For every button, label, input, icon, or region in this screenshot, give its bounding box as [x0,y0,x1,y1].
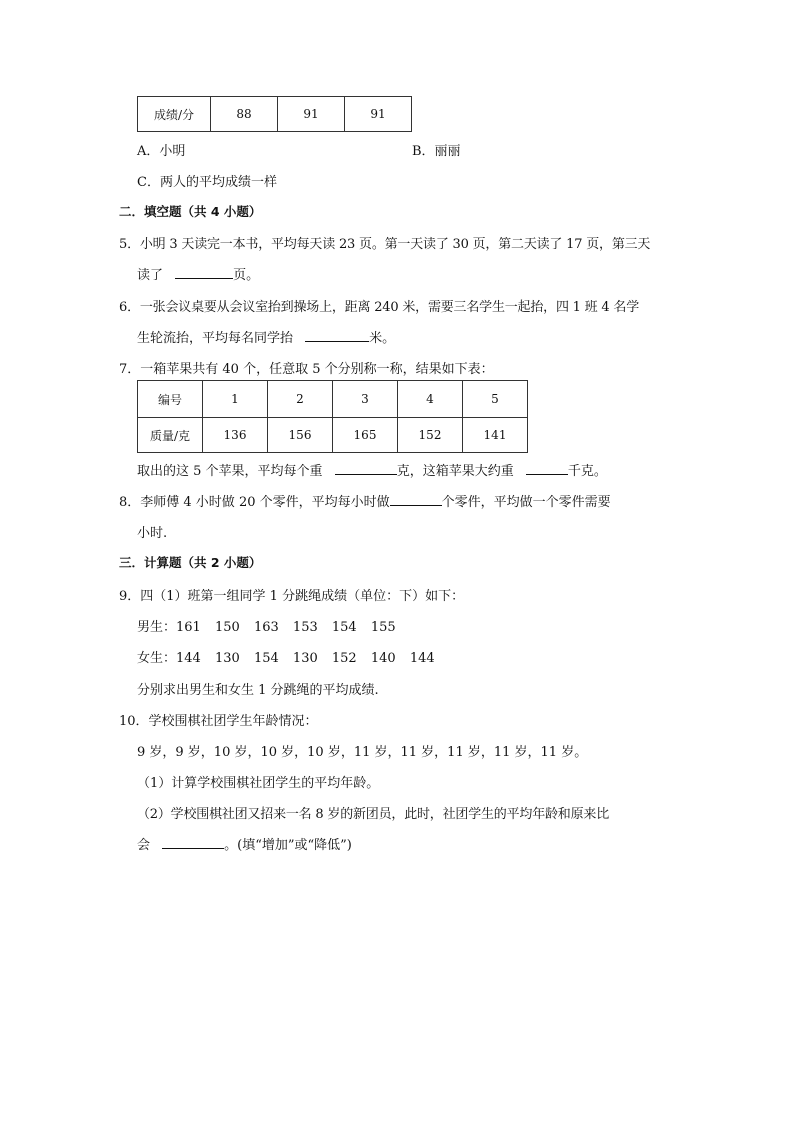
score-value: 155 [370,620,396,635]
section-heading-fill-in: 二．填空题（共 4 小题） [119,204,262,219]
boys-label: 男生： [137,620,177,635]
question-5-line-2 [137,264,259,283]
question-6-line-1: 6．一张会议桌要从会议室抬到操场上，距离 240 米，需要三名学生一起抬，四 1 班 4 名学 [119,300,640,315]
table-cell: 152 [398,418,463,453]
table-cell: 4 [398,381,463,418]
answer-blank[interactable] [162,834,224,849]
question-7-followup [137,460,607,479]
score-value: 144 [409,651,435,666]
option-b: B．丽丽 [412,144,461,159]
question-10-sub-1: （1）计算学校围棋社团学生的平均年龄。 [137,776,380,791]
question-9-line-1: 9．四（1）班第一组同学 1 分跳绳成绩（单位：下）如下： [119,589,465,604]
question-9-girls [137,647,435,666]
answer-blank[interactable] [305,327,369,342]
section-heading-calculation: 三．计算题（共 2 小题） [119,555,262,570]
q5-text: 页。 [233,268,260,283]
question-5-line-1: 5．小明 3 天读完一本书，平均每天读 23 页。第一天读了 30 页，第二天读了 17 页，第三天 [119,237,651,252]
q8-text: 个零件，平均做一个零件需要 [441,495,611,510]
score-value: 140 [370,651,396,666]
q10-text: 会 [137,838,151,853]
answer-blank[interactable] [390,491,442,506]
answer-blank[interactable] [175,264,233,279]
score-value: 130 [292,651,318,666]
table-cell: 91 [345,97,412,132]
score-value: 144 [176,651,201,666]
answer-blank[interactable] [526,460,568,475]
score-value: 130 [214,651,240,666]
option-a: A．小明 [137,144,186,159]
question-10-ages: 9 岁，9 岁，10 岁，10 岁，10 岁，11 岁，11 岁，11 岁，11 岁，11 岁。 [137,745,588,760]
table-row [138,97,412,132]
table-header-cell: 质量/克 [138,418,203,453]
question-9-boys [137,616,396,635]
table-cell: 91 [278,97,345,132]
score-value: 161 [176,620,201,635]
score-value: 150 [214,620,240,635]
table-cell: 165 [333,418,398,453]
score-value: 154 [331,620,357,635]
question-8-line-2: 小时. [137,526,168,541]
table-cell: 88 [211,97,278,132]
score-value: 163 [253,620,279,635]
question-10-sub-2-line-2 [137,834,352,853]
question-8-line-1 [119,491,611,510]
question-6-line-2 [137,327,395,346]
q4-score-table [137,96,412,132]
table-row [138,418,528,453]
girls-label: 女生： [137,651,177,666]
score-value: 153 [292,620,318,635]
q10-text: 。(填“增加”或“降低”) [224,838,352,853]
table-cell: 3 [333,381,398,418]
table-row [138,381,528,418]
table-cell: 1 [203,381,268,418]
table-cell: 141 [463,418,528,453]
table-header-cell: 成绩/分 [138,97,211,132]
option-c: C．两人的平均成绩一样 [137,175,277,190]
table-cell: 156 [268,418,333,453]
question-7-line-1: 7．一箱苹果共有 40 个，任意取 5 个分别称一称，结果如下表： [119,362,494,377]
q8-text: 8．李师傅 4 小时做 20 个零件，平均每小时做 [119,495,390,510]
apple-weight-table [137,380,528,453]
table-cell: 136 [203,418,268,453]
table-cell: 5 [463,381,528,418]
question-10-sub-2-line-1: （2）学校围棋社团又招来一名 8 岁的新团员，此时，社团学生的平均年龄和原来比 [137,807,610,822]
q7-text: 千克。 [567,464,607,479]
table-cell: 2 [268,381,333,418]
q7-text: 克，这箱苹果大约重 [396,464,514,479]
question-9-instruction: 分别求出男生和女生 1 分跳绳的平均成绩. [137,683,379,698]
score-value: 152 [331,651,357,666]
score-value: 154 [253,651,279,666]
question-10-line-1: 10．学校围棋社团学生年龄情况： [119,714,318,729]
q5-text: 读了 [137,268,164,283]
table-header-cell: 编号 [138,381,203,418]
q6-text: 米。 [369,331,396,346]
answer-blank[interactable] [335,460,397,475]
q7-text: 取出的这 5 个苹果，平均每个重 [137,464,323,479]
q6-text: 生轮流抬，平均每名同学抬 [137,331,294,346]
